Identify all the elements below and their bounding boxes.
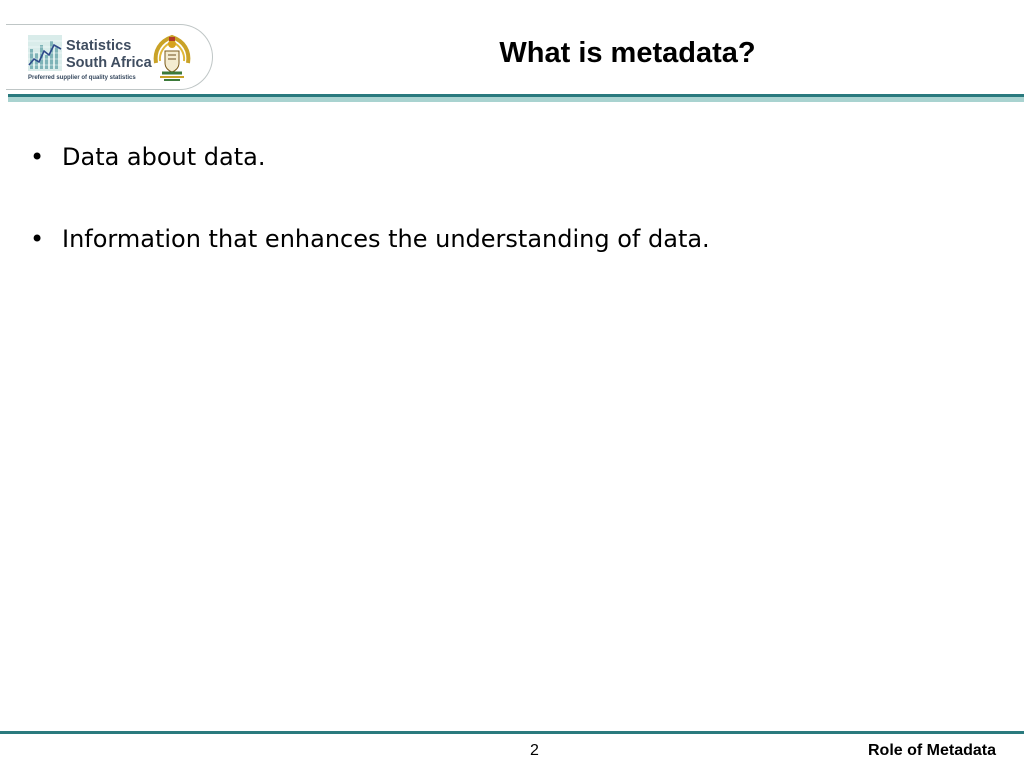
bullet-text: Information that enhances the understanding of data. [62,225,710,253]
header-divider-light [8,97,1024,102]
footer-title: Role of Metadata [867,742,996,759]
bullet-item [30,140,710,174]
slide-title [0,37,1024,70]
bullet-dot-icon: • [30,225,45,253]
slide-title-text: What is metadata? [499,37,756,69]
logo-text-statistics: Statistics [66,38,132,54]
bullet-list [30,140,710,304]
bullet-item [30,222,710,256]
bullet-dot-icon: • [30,143,45,171]
bullet-text: Data about data. [62,143,266,171]
footer-divider [0,731,1024,734]
logo-text-south-africa: South Africa [66,55,152,71]
page-number: 2 [530,742,539,759]
logo-tagline: Preferred supplier of quality statistics [28,75,136,81]
